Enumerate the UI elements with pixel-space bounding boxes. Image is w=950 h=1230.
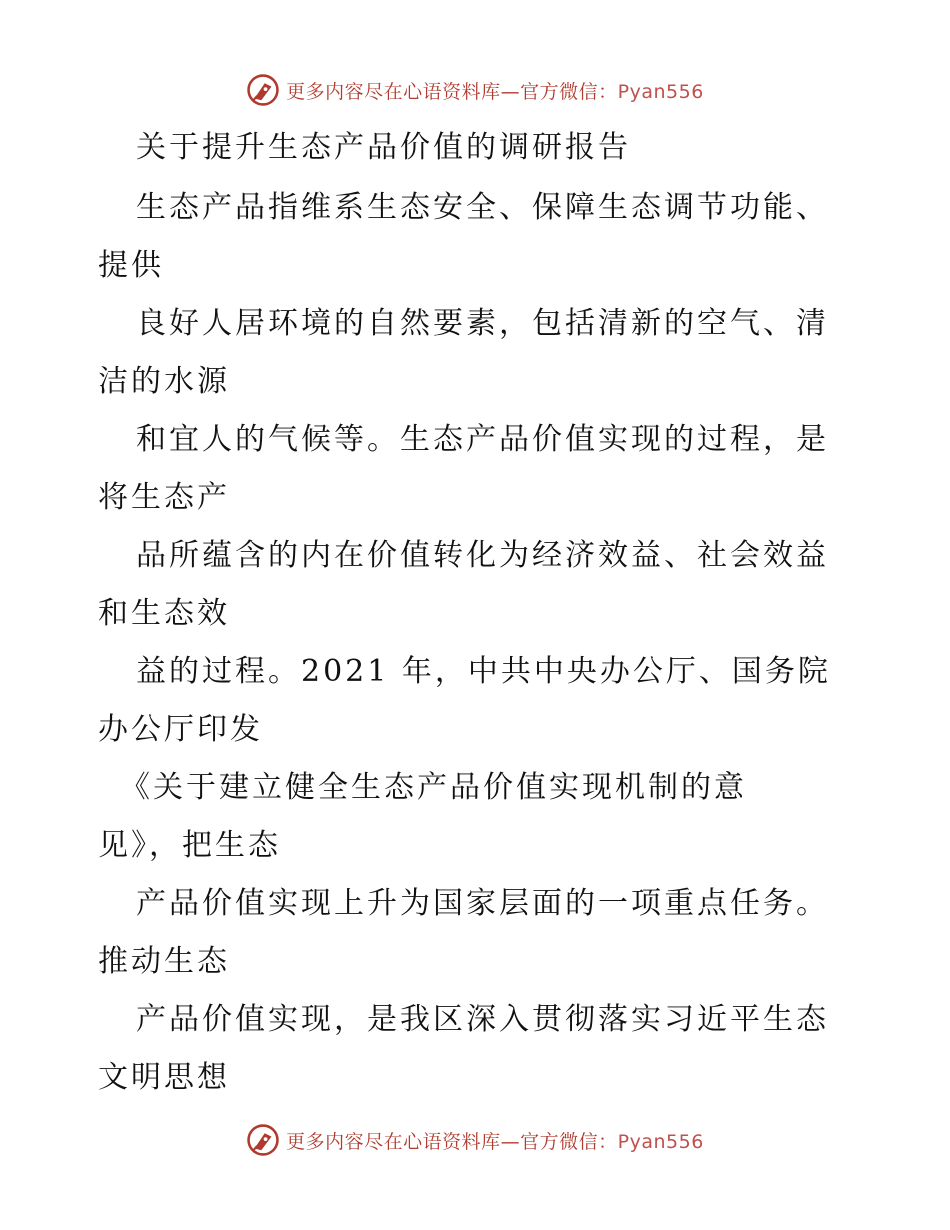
body-line: 良好人居环境的自然要素，包括清新的空气、清	[136, 306, 829, 341]
body-line: 文明思想	[98, 1060, 230, 1095]
body-line: 提供	[98, 248, 164, 283]
banner-text: 更多内容尽在心语资料库—官方微信：	[286, 80, 618, 103]
body-line: 产品价值实现上升为国家层面的一项重点任务。	[136, 886, 829, 921]
header-banner	[0, 70, 950, 110]
pen-nib-logo-icon	[246, 1123, 280, 1157]
pen-nib-logo-icon	[246, 73, 280, 107]
body-line: 推动生态	[98, 944, 230, 979]
body-line: 将生态产	[98, 480, 230, 515]
body-line: 见》，把生态	[98, 828, 281, 863]
document-title: 关于提升生态产品价值的调研报告	[136, 130, 631, 165]
banner-wechat-id: Pyan556	[617, 1130, 704, 1153]
body-line: 和生态效	[98, 596, 230, 631]
body-line: 办公厅印发	[98, 712, 263, 747]
body-line: 《关于建立健全生态产品价值实现机制的意	[120, 770, 747, 805]
body-line: 品所蕴含的内在价值转化为经济效益、社会效益	[136, 538, 829, 573]
footer-banner	[0, 1120, 950, 1160]
banner-text: 更多内容尽在心语资料库—官方微信：	[286, 1130, 618, 1153]
body-line: 洁的水源	[98, 364, 230, 399]
body-line: 益的过程。2021 年，中共中央办公厅、国务院	[136, 654, 831, 689]
banner-wechat-id: Pyan556	[617, 80, 704, 103]
body-line: 生态产品指维系生态安全、保障生态调节功能、	[136, 190, 829, 225]
body-line: 和宜人的气候等。生态产品价值实现的过程，是	[136, 422, 829, 457]
body-line: 产品价值实现，是我区深入贯彻落实习近平生态	[136, 1002, 829, 1037]
